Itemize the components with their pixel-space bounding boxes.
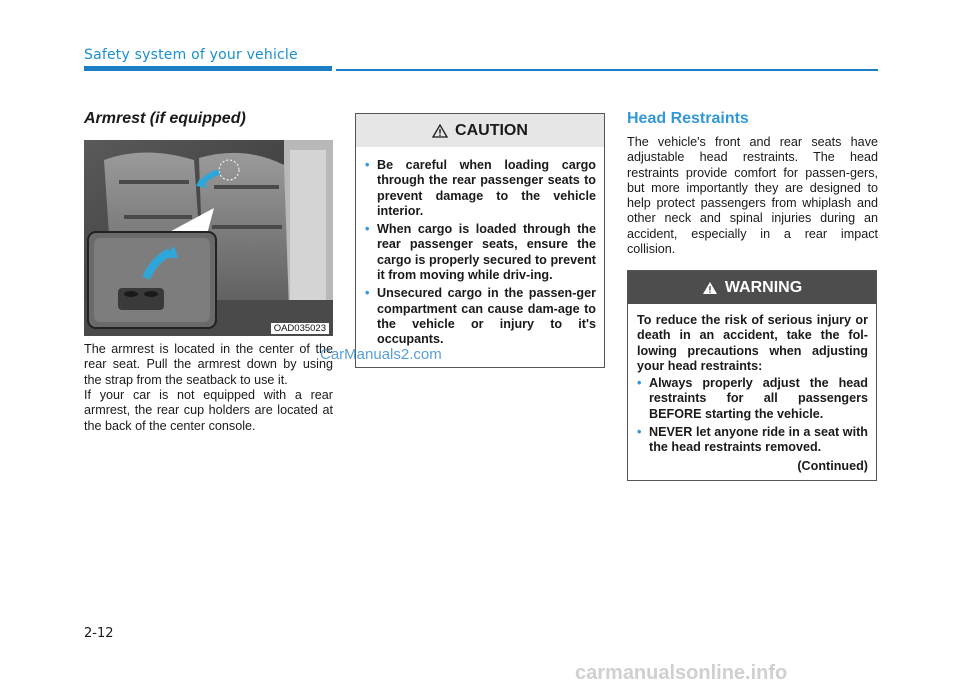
rear-seat-illustration xyxy=(84,140,333,336)
armrest-paragraph-2: If your car is not equipped with a rear armrest, the rear cup holders are located at the back of the center console. xyxy=(84,388,333,433)
armrest-paragraph-1: The armrest is located in the center of the rear seat. Pull the armrest down by using the strap from the seatback to use it. xyxy=(84,342,333,387)
section-header-title: Safety system of your vehicle xyxy=(84,47,298,63)
bullet-icon: • xyxy=(365,158,370,172)
caution-item: • Unsecured cargo in the passen-ger compartment can cause dam-age to the vehicle or injury to it's occupants. xyxy=(365,286,596,347)
caution-item: • When cargo is loaded through the rear passenger seats, ensure the cargo is properly secured to prevent it from moving while driv-ing. xyxy=(365,222,596,283)
caution-header xyxy=(356,114,604,147)
bullet-icon: • xyxy=(365,286,370,301)
warning-box xyxy=(627,270,877,481)
caution-label: CAUTION xyxy=(455,121,528,139)
warning-item: • NEVER let anyone ride in a seat with the head restraints removed. xyxy=(637,425,868,455)
watermark-site-2: carmanualsonline.info xyxy=(575,662,788,684)
caution-item: • Be careful when loading cargo through the rear passenger seats to prevent damage to the vehicle interior. xyxy=(365,158,596,218)
caution-box xyxy=(355,113,605,368)
continued-label: (Continued) xyxy=(797,458,868,473)
warning-triangle-icon xyxy=(702,281,718,295)
watermark-site-1: CarManuals2.com xyxy=(320,346,442,363)
page-number: 2-12 xyxy=(84,626,114,641)
caution-body xyxy=(356,147,604,348)
bullet-icon: • xyxy=(637,376,642,391)
armrest-title: Armrest (if equipped) xyxy=(84,110,246,127)
warning-triangle-icon xyxy=(432,124,448,138)
armrest-photo xyxy=(84,140,333,336)
header-rule xyxy=(336,69,878,71)
warning-item: • Always properly adjust the head restraints for all passengers BEFORE starting the vehicle. xyxy=(637,376,868,421)
head-restraints-title: Head Restraints xyxy=(627,110,749,127)
head-restraints-paragraph: The vehicle's front and rear seats have adjustable head restraints. The head restraints provide comfort for passen-gers, but more importantly they are designed to help protect passengers from whiplash and other neck and spinal injuries during an accident, especially in a rear impact collision. xyxy=(627,135,878,257)
header-accent-bar xyxy=(84,66,332,71)
warning-label: WARNING xyxy=(724,278,803,296)
bullet-icon: • xyxy=(365,222,370,237)
image-code: OAD035023 xyxy=(271,323,329,334)
warning-intro: To reduce the risk of serious injury or death in an accident, take the fol-lowing precautions when adjusting your head restraints: xyxy=(637,313,868,373)
bullet-icon: • xyxy=(637,425,642,440)
warning-header xyxy=(628,271,876,304)
warning-body xyxy=(628,304,876,474)
